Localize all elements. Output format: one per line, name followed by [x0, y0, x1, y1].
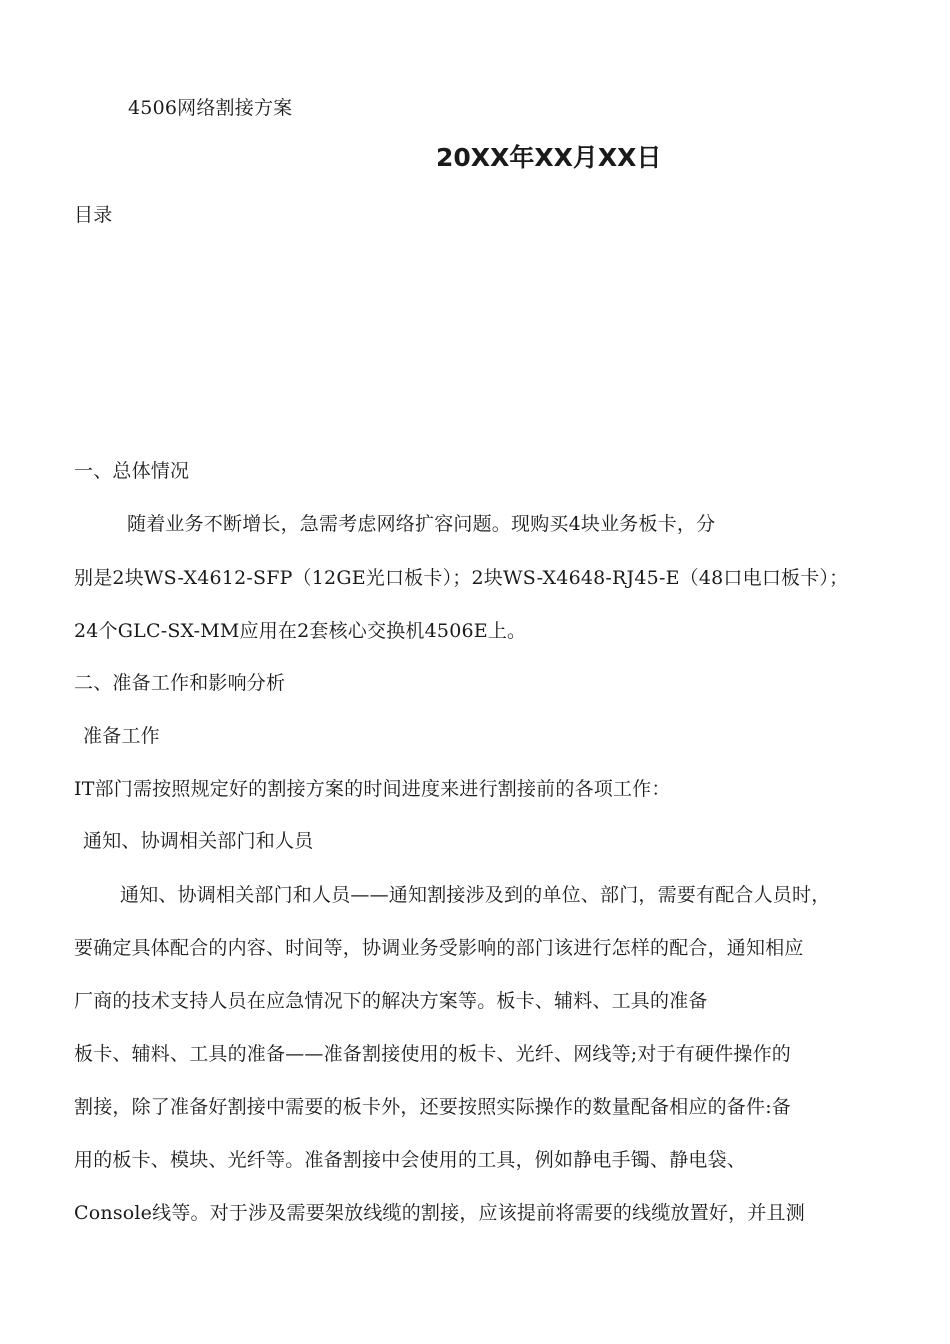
paragraph-line: IT部门需按照规定好的割接方案的时间进度来进行割接前的各项工作：	[74, 778, 671, 800]
paragraph-line: Console线等。对于涉及需要架放线缆的割接，应该提前将需要的线缆放置好，并且测	[74, 1202, 805, 1224]
document-date: 20XX年XX月XX日	[436, 143, 662, 172]
paragraph-line: 用的板卡、模块、光纤等。准备割接中会使用的工具，例如静电手镯、静电袋、	[74, 1149, 747, 1171]
toc-label: 目录	[74, 204, 113, 226]
section-heading-preparation: 二、准备工作和影响分析	[74, 672, 286, 694]
subsection-heading: 通知、协调相关部门和人员	[83, 830, 314, 852]
paragraph-line: 通知、协调相关部门和人员——通知割接涉及到的单位、部门，需要有配合人员时，	[120, 884, 831, 906]
paragraph-line: 24个GLC-SX-MM应用在2套核心交换机4506E上。	[74, 620, 527, 642]
paragraph-line: 要确定具体配合的内容、时间等，协调业务受影响的部门该进行怎样的配合，通知相应	[74, 937, 804, 959]
subsection-heading: 准备工作	[83, 725, 160, 747]
paragraph-line: 别是2块WS-X4612-SFP（12GE光口板卡）；2块WS-X4648-RJ45-E（48口电口板卡）；	[74, 567, 849, 589]
paragraph-line: 厂商的技术支持人员在应急情况下的解决方案等。板卡、辅料、工具的准备	[74, 990, 708, 1012]
section-heading-overview: 一、总体情况	[74, 460, 190, 482]
document-title: 4506网络割接方案	[128, 97, 293, 119]
paragraph-line: 割接，除了准备好割接中需要的板卡外，还要按照实际操作的数量配备相应的备件:备	[74, 1096, 792, 1118]
paragraph-line: 随着业务不断增长，急需考虑网络扩容问题。现购买4块业务板卡，分	[127, 513, 716, 535]
paragraph-line: 板卡、辅料、工具的准备——准备割接使用的板卡、光纤、网线等;对于有硬件操作的	[74, 1043, 792, 1065]
